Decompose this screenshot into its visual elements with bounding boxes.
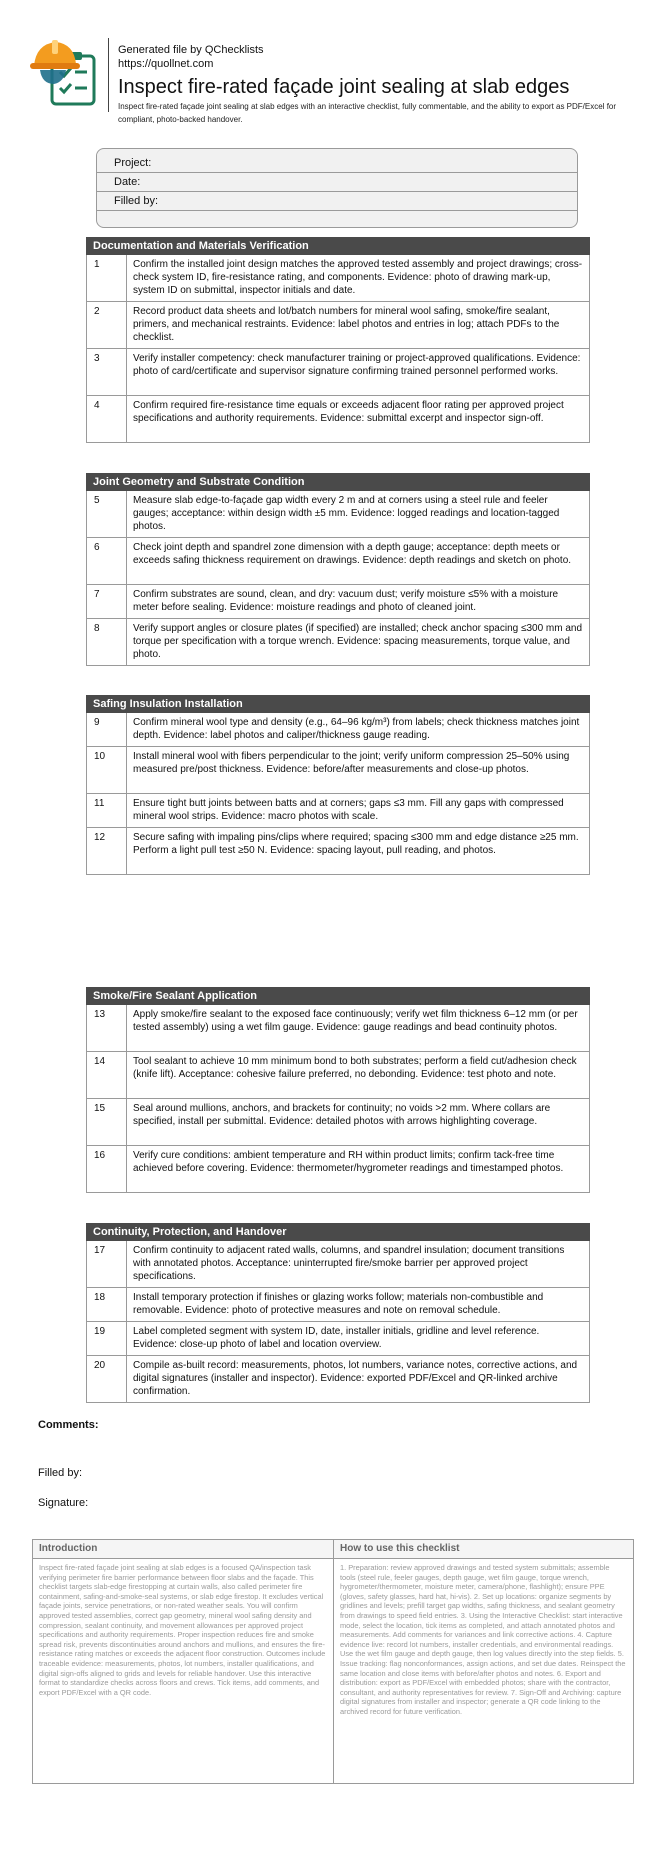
generator-info xyxy=(118,43,264,71)
item-number: 3 xyxy=(87,349,127,395)
checklist-item[interactable] xyxy=(86,1005,590,1052)
item-number: 14 xyxy=(87,1052,127,1098)
project-label: Project: xyxy=(114,157,152,169)
checklist-item[interactable] xyxy=(86,1146,590,1193)
header-divider xyxy=(108,38,109,112)
item-number: 2 xyxy=(87,302,127,348)
checklist-item[interactable] xyxy=(86,1356,590,1403)
item-text: Verify support angles or closure plates (if specified) are installed; check anchor spacing ≤300 mm and torque per specification with a torque wrench. Evidence: spacing measurements, torque value, and photo. xyxy=(133,623,583,660)
filled-by-label: Filled by: xyxy=(114,195,159,207)
item-text: Verify cure conditions: ambient temperature and RH within product limits; confirm tack-free time achieved before covering. Evidence: thermometer/hygrometer readings and timestamped photos. xyxy=(133,1150,564,1174)
item-number: 4 xyxy=(87,396,127,442)
item-number: 6 xyxy=(87,538,127,584)
section-title: Documentation and Materials Verification xyxy=(86,237,590,255)
item-text: Install mineral wool with fibers perpendicular to the joint; verify uniform compression 25–50% using measured pre/post thickness. Evidence: before/after measurements and close-up photos. xyxy=(133,751,570,775)
item-text: Secure safing with impaling pins/clips where required; spacing ≤300 mm and edge distance ≥25 mm. Perform a light pull test ≥50 N. Evidence: spacing layout, pull reading, and photos. xyxy=(133,832,579,856)
checklist-item[interactable] xyxy=(86,619,590,666)
howto-column xyxy=(334,1540,633,1783)
item-text: Tool sealant to achieve 10 mm minimum bond to both substrates; perform a field cut/adhesion check (knife lift). Acceptance: cohesive failure preferred, no debonding. Evidence: test photo and note. xyxy=(133,1056,577,1080)
checklist-item[interactable] xyxy=(86,1052,590,1099)
section-documentation xyxy=(86,237,590,443)
introduction-column xyxy=(33,1540,334,1783)
item-text: Verify installer competency: check manufacturer training or project-approved qualifications. Evidence: photo of card/certificate and supervisor signature confirming trained personnel performed works. xyxy=(133,353,581,377)
checklist-item[interactable] xyxy=(86,585,590,619)
item-text: Label completed segment with system ID, date, installer initials, gridline and level reference. Evidence: close-up photo of label and location overview. xyxy=(133,1326,540,1350)
checklist-item[interactable] xyxy=(86,491,590,538)
info-table xyxy=(32,1539,634,1784)
item-number: 20 xyxy=(87,1356,127,1402)
comments-label: Comments: xyxy=(38,1419,99,1431)
item-text: Seal around mullions, anchors, and brackets for continuity; no voids >2 mm. Where collars are specified, install per submittal. Evidence: detailed photos with arrows highlighting coverage. xyxy=(133,1103,551,1127)
checklist-item[interactable] xyxy=(86,538,590,585)
item-number: 19 xyxy=(87,1322,127,1355)
item-number: 10 xyxy=(87,747,127,793)
item-number: 5 xyxy=(87,491,127,537)
generated-by-text: Generated file by QChecklists xyxy=(118,44,264,56)
introduction-text: Inspect fire-rated façade joint sealing at slab edges is a focused QA/inspection task verifying perimeter fire barrier performance between floor slabs and the façade. This checklist targets slab-edge firestopping at curtain walls, also called perimeter fire containment, safing-and-smoke-seal systems, or slab edge firestop. It excludes vertical façade joints, service penetrations, or non-rated weather seals. You will confirm approved tested assemblies, correct gap geometry, mineral wool safing density and compression, sealant continuity, and movement allowances per approved project specifications and authority requirements. Proper inspection reduces fire and smoke spread risk, prevents discontinuities around anchors and mullions, and ensures the fire-resistance rating matches or exceeds the adjacent floor construction. Outcomes include traceable evidence: measurements, photos, lot numbers, installer qualifications, and digital sign-offs aligned to grids and levels for reliable handover. Use this interactive format to standardize checks across floors and crews. Tick items, add comments, and export PDF/Excel with a QR code. xyxy=(39,1563,326,1697)
item-text: Measure slab edge-to-façade gap width every 2 m and at corners using a steel rule and feeler gauges; acceptance: within design width ±5 mm. Evidence: logged readings and location-tagged photos. xyxy=(133,495,560,532)
checklist-item[interactable] xyxy=(86,713,590,747)
item-text: Check joint depth and spandrel zone dimension with a depth gauge; acceptance: depth meets or exceeds safing thickness requirement on drawings. Evidence: depth readings and sketch on photo. xyxy=(133,542,572,566)
section-title: Continuity, Protection, and Handover xyxy=(86,1223,590,1241)
item-text: Confirm required fire-resistance time equals or exceeds adjacent floor rating per approved project specifications and authority requirements. Evidence: submittal excerpt and inspector sign-off. xyxy=(133,400,564,424)
section-continuity-handover xyxy=(86,1223,590,1403)
item-text: Record product data sheets and lot/batch numbers for mineral wool safing, smoke/fire sealant, primers, and mechanical restraints. Evidence: label photos and entries in log; attach PDFs to the checklist. xyxy=(133,306,560,343)
checklist-item[interactable] xyxy=(86,302,590,349)
item-number: 13 xyxy=(87,1005,127,1051)
item-number: 7 xyxy=(87,585,127,618)
checklist-item[interactable] xyxy=(86,1322,590,1356)
checklist-item[interactable] xyxy=(86,255,590,302)
project-field[interactable] xyxy=(97,154,577,173)
quollnet-logo-icon xyxy=(30,36,102,108)
section-joint-geometry xyxy=(86,473,590,666)
item-number: 17 xyxy=(87,1241,127,1287)
item-number: 1 xyxy=(87,255,127,301)
item-text: Install temporary protection if finishes or glazing works follow; materials non-combustible and removable. Evidence: photo of protective measures and note on removal schedule. xyxy=(133,1292,544,1316)
page-title: Inspect fire-rated façade joint sealing at slab edges xyxy=(118,76,570,98)
item-number: 15 xyxy=(87,1099,127,1145)
item-number: 18 xyxy=(87,1288,127,1321)
checklist-item[interactable] xyxy=(86,828,590,875)
section-title: Safing Insulation Installation xyxy=(86,695,590,713)
filled-by-footer-label: Filled by: xyxy=(38,1467,83,1479)
section-title: Smoke/Fire Sealant Application xyxy=(86,987,590,1005)
item-number: 12 xyxy=(87,828,127,874)
item-text: Confirm continuity to adjacent rated walls, columns, and spandrel insulation; document transitions with annotated photos. Acceptance: uninterrupted fire/smoke barrier per approved project specifications. xyxy=(133,1245,565,1282)
filled-by-field[interactable] xyxy=(97,192,577,211)
introduction-title: Introduction xyxy=(33,1540,333,1559)
section-sealant-application xyxy=(86,987,590,1193)
checklist-item[interactable] xyxy=(86,1288,590,1322)
section-safing-insulation xyxy=(86,695,590,875)
item-text: Confirm the installed joint design matches the approved tested assembly and project drawings; cross-check system ID, fire-resistance rating, and components. Evidence: photo of drawing mark-up, system ID on submittal, inspector initials and date. xyxy=(133,259,583,296)
site-url-link[interactable]: https://quollnet.com xyxy=(118,58,214,70)
signature-label: Signature: xyxy=(38,1497,89,1509)
item-number: 8 xyxy=(87,619,127,665)
item-text: Apply smoke/fire sealant to the exposed face continuously; verify wet film thickness 6–12 mm (or per tested assembly) using a wet film gauge. Evidence: gauge readings and bead continuity photos. xyxy=(133,1009,578,1033)
item-text: Confirm substrates are sound, clean, and dry: vacuum dust; verify moisture ≤5% with a moisture meter before sealing. Evidence: moisture readings and photo of cleaned joint. xyxy=(133,589,559,613)
howto-title: How to use this checklist xyxy=(334,1540,633,1559)
checklist-item[interactable] xyxy=(86,747,590,794)
item-text: Ensure tight butt joints between batts and at corners; gaps ≤3 mm. Fill any gaps with compressed mineral wool strips. Evidence: macro photos with scale. xyxy=(133,798,564,822)
page-subtitle: Inspect fire-rated façade joint sealing at slab edges with an interactive checklist, fully commentable, and the ability to export as PDF/Excel for compliant, photo-backed handover. xyxy=(118,102,617,124)
item-number: 16 xyxy=(87,1146,127,1192)
checklist-item[interactable] xyxy=(86,1241,590,1288)
howto-text: 1. Preparation: review approved drawings and tested system submittals; assemble tools (steel rule, feeler gauges, depth gauge, wet film gauge, torque wrench, hygrometer/thermometer, moisture meter, camera/phone, flashlight); ensure PPE (gloves, safety glasses, hard hat, hi-vis). 2. Set up locations: organize segments by gridlines and levels; prefill target gap widths, safing thickness, and sealant geometry from drawings to speed field entries. 3. Using the Interactive Checklist: start interactive mode, select the location, tick items as completed, and attach annotated photos and measurements. Add comments for variances and link corrective actions. 4. Capture evidence live: record lot numbers, installer credentials, and environmental readings. Use the wet film gauge and depth gauge, then log values directly into the step fields. 5. Issue tracking: flag nonconformances, assign actions, and set due dates. Reinspect the same location and close items with before/after photos and notes. 6. Export and distribution: export as PDF/Excel with embedded photos; share with the contractor, consultant, and authority representatives for review. 7. Sign-Off and Archiving: capture digital signatures from installer and inspector; generate a QR code linking to the archived record for future verification. xyxy=(340,1563,626,1716)
item-text: Compile as-built record: measurements, photos, lot numbers, variance notes, corrective actions, and digital signatures (installer and inspector). Evidence: exported PDF/Excel and QR-linked archive confirmation. xyxy=(133,1360,578,1397)
item-text: Confirm mineral wool type and density (e.g., 64–96 kg/m³) from labels; check thickness matches joint depth. Evidence: label photos and caliper/thickness gauge reading. xyxy=(133,717,580,741)
date-field[interactable] xyxy=(97,173,577,192)
checklist-item[interactable] xyxy=(86,794,590,828)
item-number: 9 xyxy=(87,713,127,746)
checklist-item[interactable] xyxy=(86,396,590,443)
checklist-item[interactable] xyxy=(86,349,590,396)
date-label: Date: xyxy=(114,176,141,188)
item-number: 11 xyxy=(87,794,127,827)
project-info-box xyxy=(96,148,578,228)
checklist-item[interactable] xyxy=(86,1099,590,1146)
section-title: Joint Geometry and Substrate Condition xyxy=(86,473,590,491)
